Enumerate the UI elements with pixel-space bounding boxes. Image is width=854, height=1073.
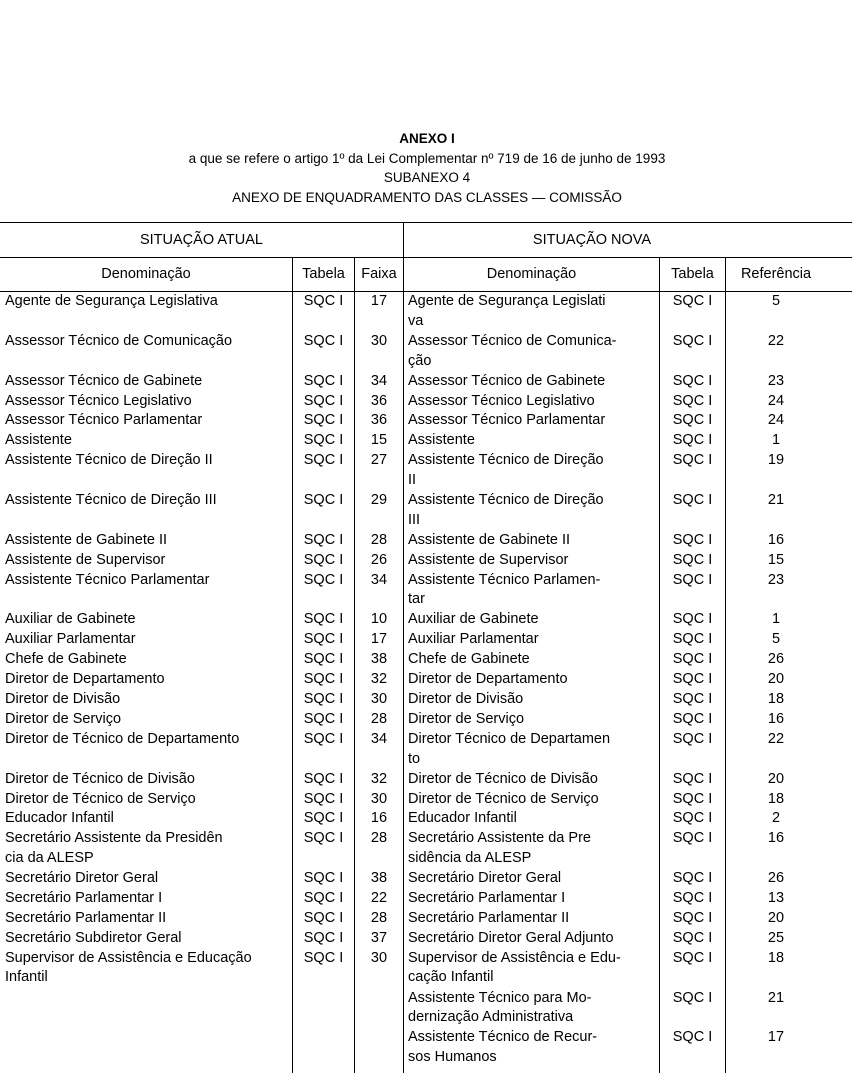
cell-tabela-atual: SQC I — [303, 531, 344, 548]
table-row — [0, 909, 854, 929]
cell-tabela-nova: SQC I — [672, 830, 713, 847]
cell-denominacao-nova: Auxiliar de Gabinete — [408, 611, 539, 628]
cell-denominacao-atual: Chefe de Gabinete — [5, 651, 127, 668]
cell-denominacao-atual: Assistente de Supervisor — [5, 551, 166, 568]
cell-faixa: 37 — [370, 929, 388, 946]
cell-referencia: 22 — [767, 332, 785, 349]
cell-tabela-nova: SQC I — [672, 890, 713, 906]
cell-tabela-nova: SQC I — [672, 571, 713, 588]
cell-denominacao-atual: Auxiliar Parlamentar — [5, 631, 136, 648]
cell-tabela-nova: SQC I — [672, 810, 713, 827]
cell-faixa: 38 — [370, 870, 388, 887]
cell-faixa: 27 — [370, 452, 388, 469]
cell-denominacao-nova: Diretor de Técnico de Divisão — [408, 770, 598, 787]
table-row — [0, 869, 854, 889]
cell-tabela-nova: SQC I — [672, 710, 713, 727]
cell-tabela-atual: SQC I — [303, 810, 344, 827]
cell-denominacao-atual: Diretor de Divisão — [5, 691, 121, 707]
cell-denominacao-nova: Diretor de Departamento — [408, 671, 568, 688]
cell-tabela-nova: SQC I — [672, 631, 713, 648]
annex-subtitle: a que se refere o artigo 1º da Lei Complementar nº 719 de 16 de junho de 1993 — [188, 150, 666, 166]
cell-tabela-atual: SQC I — [303, 830, 344, 847]
cell-denominacao-atual: Secretário Subdiretor Geral — [5, 929, 182, 946]
cell-denominacao-nova: Diretor de Divisão — [408, 691, 524, 707]
cell-tabela-atual: SQC I — [303, 929, 344, 946]
cell-denominacao-nova: Diretor de Serviço — [408, 710, 525, 727]
table-row — [0, 809, 854, 829]
cell-denominacao-atual: Assessor Técnico de Comunicação — [5, 332, 233, 349]
cell-faixa: 38 — [370, 651, 388, 668]
cell-referencia: 19 — [767, 452, 785, 469]
cell-referencia: 20 — [767, 770, 785, 787]
cell-denominacao-atual: Assistente — [5, 432, 72, 449]
cell-tabela-nova: SQC I — [672, 730, 713, 747]
table-row — [0, 431, 854, 451]
table-row — [0, 531, 854, 551]
table-row — [0, 690, 854, 710]
cell-denominacao-nova: Chefe de Gabinete — [408, 651, 530, 668]
table-row — [0, 730, 854, 770]
table-row — [0, 372, 854, 392]
cell-faixa: 17 — [370, 293, 388, 309]
cell-denominacao-nova: Diretor de Técnico de Serviço — [408, 790, 599, 807]
cell-tabela-nova: SQC I — [672, 770, 713, 787]
col-header-referencia: Referência — [740, 266, 812, 282]
cell-tabela-nova: SQC I — [672, 372, 713, 389]
cell-referencia: 23 — [767, 372, 785, 389]
cell-tabela-atual: SQC I — [303, 332, 344, 349]
cell-tabela-atual: SQC I — [303, 790, 344, 807]
cell-tabela-atual: SQC I — [303, 611, 344, 628]
cell-referencia: 24 — [767, 392, 785, 409]
cell-denominacao-atual: Assistente Técnico de Direção II — [5, 452, 213, 469]
cell-denominacao-nova: Supervisor de Assistência e Edu- cação Infantil — [408, 949, 621, 986]
cell-denominacao-atual: Diretor de Técnico de Serviço — [5, 790, 196, 807]
table-row — [0, 670, 854, 690]
cell-faixa: 29 — [370, 492, 388, 508]
cell-denominacao-atual: Assessor Técnico Legislativo — [5, 392, 192, 409]
annex-title: ANEXO I — [399, 131, 455, 146]
cell-faixa: 17 — [370, 631, 388, 648]
cell-denominacao-atual: Secretário Assistente da Presidên cia da ALESP — [5, 830, 223, 867]
cell-referencia: 13 — [767, 890, 785, 906]
cell-tabela-atual: SQC I — [303, 551, 344, 568]
table-row — [0, 770, 854, 790]
cell-tabela-nova: SQC I — [672, 691, 713, 707]
cell-tabela-nova: SQC I — [672, 929, 713, 946]
cell-tabela-atual: SQC I — [303, 949, 344, 966]
cell-referencia: 15 — [767, 551, 785, 568]
cell-tabela-atual: SQC I — [303, 392, 344, 409]
table-row — [0, 1028, 854, 1068]
cell-referencia: 18 — [767, 949, 785, 966]
cell-tabela-atual: SQC I — [303, 293, 344, 309]
table-row — [0, 829, 854, 869]
annex-description: ANEXO DE ENQUADRAMENTO DAS CLASSES — COMISSÃO — [232, 189, 622, 205]
cell-referencia: 18 — [767, 691, 785, 707]
cell-denominacao-nova: Diretor Técnico de Departamen to — [408, 730, 611, 767]
cell-tabela-atual: SQC I — [303, 770, 344, 787]
cell-denominacao-nova: Secretário Parlamentar I — [408, 890, 566, 906]
cell-faixa: 30 — [370, 691, 388, 707]
table-row — [0, 630, 854, 650]
table-row — [0, 710, 854, 730]
cell-referencia: 24 — [767, 412, 785, 429]
cell-referencia: 22 — [767, 730, 785, 747]
cell-denominacao-atual: Secretário Diretor Geral — [5, 870, 159, 887]
cell-referencia: 2 — [771, 810, 781, 827]
cell-denominacao-atual: Assessor Técnico de Gabinete — [5, 372, 203, 389]
cell-tabela-nova: SQC I — [672, 611, 713, 628]
col-header-denominacao-nova: Denominação — [486, 266, 577, 282]
cell-denominacao-nova: Assistente Técnico de Direção III — [408, 492, 604, 528]
cell-denominacao-nova: Assessor Técnico de Comunica- ção — [408, 332, 617, 369]
cell-denominacao-nova: Assistente de Gabinete II — [408, 531, 571, 548]
table-row — [0, 650, 854, 670]
cell-faixa: 30 — [370, 790, 388, 807]
cell-referencia: 26 — [767, 870, 785, 887]
cell-denominacao-atual: Assistente Técnico Parlamentar — [5, 571, 210, 588]
cell-faixa: 28 — [370, 909, 388, 926]
cell-tabela-nova: SQC I — [672, 531, 713, 548]
document-header — [0, 129, 854, 207]
cell-tabela-atual: SQC I — [303, 452, 344, 469]
cell-referencia: 20 — [767, 671, 785, 688]
cell-faixa: 34 — [370, 730, 388, 747]
cell-tabela-nova: SQC I — [672, 492, 713, 508]
cell-denominacao-nova: Secretário Parlamentar II — [408, 909, 570, 926]
cell-referencia: 20 — [767, 909, 785, 926]
cell-tabela-nova: SQC I — [672, 671, 713, 688]
cell-tabela-atual: SQC I — [303, 671, 344, 688]
col-header-tabela-atual: Tabela — [302, 266, 345, 282]
table-row — [0, 889, 854, 909]
cell-tabela-nova: SQC I — [672, 1029, 713, 1046]
cell-referencia: 16 — [767, 830, 785, 847]
cell-faixa: 32 — [370, 671, 388, 688]
cell-denominacao-nova: Secretário Diretor Geral — [408, 870, 562, 887]
cell-denominacao-nova: Assistente Técnico de Recur- sos Humanos — [408, 1029, 598, 1066]
cell-denominacao-nova: Agente de Segurança Legislati va — [408, 293, 606, 329]
cell-faixa: 34 — [370, 372, 388, 389]
cell-tabela-nova: SQC I — [672, 909, 713, 926]
cell-faixa: 26 — [370, 551, 388, 568]
cell-referencia: 16 — [767, 710, 785, 727]
cell-referencia: 5 — [771, 293, 781, 309]
cell-referencia: 26 — [767, 651, 785, 668]
cell-denominacao-atual: Assessor Técnico Parlamentar — [5, 412, 203, 429]
cell-denominacao-atual: Diretor de Técnico de Divisão — [5, 770, 195, 787]
cell-tabela-atual: SQC I — [303, 492, 344, 508]
table-row — [0, 989, 854, 1029]
cell-tabela-nova: SQC I — [672, 551, 713, 568]
cell-faixa: 32 — [370, 770, 388, 787]
cell-tabela-nova: SQC I — [672, 651, 713, 668]
cell-denominacao-nova: Assessor Técnico Legislativo — [408, 392, 595, 409]
cell-referencia: 17 — [767, 1029, 785, 1046]
cell-denominacao-atual: Agente de Segurança Legislativa — [5, 293, 218, 309]
cell-tabela-atual: SQC I — [303, 571, 344, 588]
cell-referencia: 5 — [771, 631, 781, 648]
cell-tabela-atual: SQC I — [303, 691, 344, 707]
cell-denominacao-nova: Educador Infantil — [408, 810, 517, 827]
cell-tabela-nova: SQC I — [672, 432, 713, 449]
group-header-current: SITUAÇÃO ATUAL — [139, 232, 263, 248]
table-row — [0, 571, 854, 611]
cell-faixa: 30 — [370, 949, 388, 966]
table-row — [0, 610, 854, 630]
cell-faixa: 28 — [370, 830, 388, 847]
cell-tabela-atual: SQC I — [303, 710, 344, 727]
table-row — [0, 929, 854, 949]
cell-tabela-atual: SQC I — [303, 870, 344, 887]
cell-denominacao-atual: Diretor de Departamento — [5, 671, 165, 688]
table-row — [0, 551, 854, 571]
cell-tabela-nova: SQC I — [672, 949, 713, 966]
cell-tabela-nova: SQC I — [672, 293, 713, 309]
cell-denominacao-nova: Assistente Técnico Parlamen- tar — [408, 571, 601, 608]
cell-faixa: 28 — [370, 710, 388, 727]
cell-denominacao-atual: Secretário Parlamentar I — [5, 890, 163, 906]
table-row — [0, 451, 854, 491]
cell-tabela-nova: SQC I — [672, 790, 713, 807]
table-row — [0, 491, 854, 531]
cell-tabela-nova: SQC I — [672, 452, 713, 469]
cell-referencia: 23 — [767, 571, 785, 588]
cell-referencia: 18 — [767, 790, 785, 807]
cell-faixa: 10 — [370, 611, 388, 628]
cell-denominacao-atual: Diretor de Técnico de Departamento — [5, 730, 240, 747]
cell-referencia: 21 — [767, 492, 785, 508]
cell-denominacao-nova: Assessor Técnico de Gabinete — [408, 372, 606, 389]
cell-tabela-atual: SQC I — [303, 909, 344, 926]
cell-denominacao-nova: Secretário Diretor Geral Adjunto — [408, 929, 614, 946]
cell-faixa: 16 — [370, 810, 388, 827]
cell-referencia: 25 — [767, 929, 785, 946]
cell-faixa: 34 — [370, 571, 388, 588]
table-row — [0, 411, 854, 431]
table-row — [0, 292, 854, 332]
table-row — [0, 790, 854, 810]
cell-referencia: 21 — [767, 989, 785, 1006]
cell-referencia: 1 — [771, 432, 781, 449]
cell-faixa: 15 — [370, 432, 388, 449]
cell-denominacao-nova: Assistente Técnico de Direção II — [408, 452, 604, 488]
cell-tabela-atual: SQC I — [303, 631, 344, 648]
cell-faixa: 36 — [370, 412, 388, 429]
cell-referencia: 1 — [771, 611, 781, 628]
table-row — [0, 949, 854, 989]
cell-tabela-nova: SQC I — [672, 989, 713, 1006]
cell-denominacao-atual: Educador Infantil — [5, 810, 114, 827]
cell-denominacao-nova: Secretário Assistente da Pre sidência da ALESP — [408, 830, 591, 867]
cell-tabela-nova: SQC I — [672, 870, 713, 887]
cell-denominacao-atual: Diretor de Serviço — [5, 710, 122, 727]
cell-denominacao-nova: Assessor Técnico Parlamentar — [408, 412, 606, 429]
cell-faixa: 36 — [370, 392, 388, 409]
table-row — [0, 332, 854, 372]
cell-tabela-nova: SQC I — [672, 332, 713, 349]
cell-denominacao-atual: Assistente de Gabinete II — [5, 531, 168, 548]
cell-denominacao-atual: Secretário Parlamentar II — [5, 909, 167, 926]
cell-tabela-atual: SQC I — [303, 651, 344, 668]
cell-tabela-atual: SQC I — [303, 730, 344, 747]
cell-tabela-atual: SQC I — [303, 372, 344, 389]
cell-referencia: 16 — [767, 531, 785, 548]
cell-faixa: 28 — [370, 531, 388, 548]
cell-faixa: 30 — [370, 332, 388, 349]
cell-tabela-atual: SQC I — [303, 432, 344, 449]
cell-denominacao-nova: Assistente Técnico para Mo- dernização Administrativa — [408, 989, 592, 1026]
col-header-denominacao-atual: Denominação — [101, 266, 191, 282]
cell-tabela-atual: SQC I — [303, 412, 344, 429]
cell-denominacao-atual: Assistente Técnico de Direção III — [5, 492, 217, 508]
col-header-faixa: Faixa — [361, 266, 397, 282]
cell-tabela-atual: SQC I — [303, 890, 344, 906]
col-header-tabela-nova: Tabela — [671, 266, 714, 282]
cell-denominacao-nova: Assistente de Supervisor — [408, 551, 569, 568]
cell-denominacao-atual: Auxiliar de Gabinete — [5, 611, 136, 628]
table-row — [0, 392, 854, 412]
cell-denominacao-nova: Auxiliar Parlamentar — [408, 631, 539, 648]
cell-tabela-nova: SQC I — [672, 412, 713, 429]
cell-denominacao-atual: Supervisor de Assistência e Educação Infantil — [5, 949, 252, 986]
cell-faixa: 22 — [370, 890, 388, 906]
cell-tabela-nova: SQC I — [672, 392, 713, 409]
subanexo-label: SUBANEXO 4 — [383, 170, 471, 185]
group-header-new: SITUAÇÃO NOVA — [532, 232, 652, 248]
cell-denominacao-nova: Assistente — [408, 432, 475, 449]
